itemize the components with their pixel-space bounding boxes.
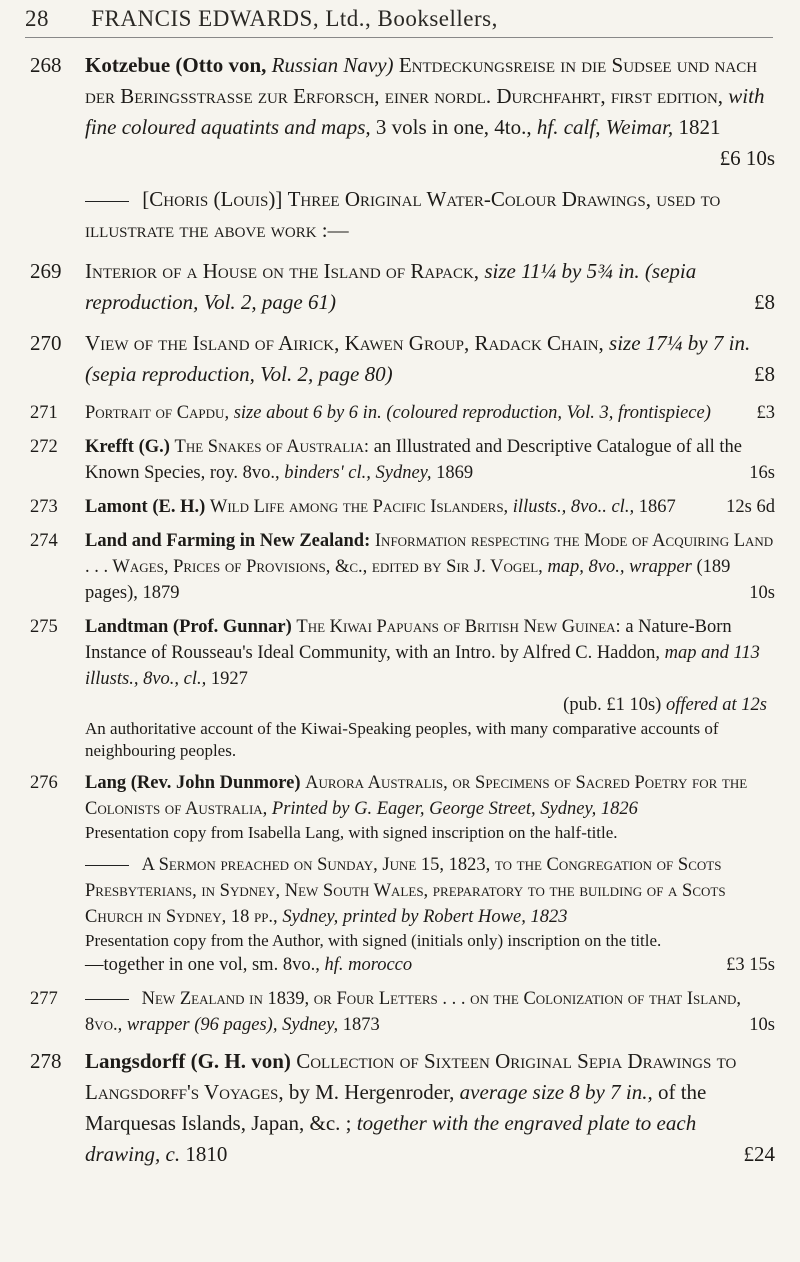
entry-number: 274: [30, 531, 58, 551]
entry-illus: map and 113 illusts., 8vo., cl.,: [85, 643, 760, 689]
entry-number: 269: [30, 259, 62, 283]
entry-price: 12s 6d: [726, 497, 775, 517]
entry-price: £24: [743, 1142, 775, 1166]
entry-author: Lang (Rev. John Dunmore): [85, 773, 301, 793]
entry-number: 273: [30, 497, 58, 517]
entry-binding: hf. morocco: [324, 955, 413, 975]
entry-desc: a Nature-Born Instance of Rousseau's Ideal Community, with an Intro. by Alfred C. Haddon,: [85, 617, 732, 663]
entry-price: £3 15s: [726, 955, 775, 975]
entry-276: [30, 770, 775, 844]
entry-title: Information respecting the Mode of Acquiring Land . . . Wages, Prices of Provisions, &c., edited by Sir J. Vogel,: [85, 531, 774, 577]
entry-price: 10s: [749, 583, 775, 603]
entry-note: Presentation copy from the Author, with signed (initials only) inscription on the title.: [85, 931, 662, 950]
entry-desc: by M. Hergenroder,: [288, 1080, 455, 1104]
entry-details: 3 vols in one, 4to.,: [375, 115, 532, 139]
page-header: [25, 6, 765, 32]
entry-title: Collection of Sixteen Original Sepia Drawings to Langsdorff's Voyages,: [85, 1049, 737, 1104]
entry-author: Landtman (Prof. Gunnar): [85, 617, 292, 637]
entry-author: [Choris (Louis)]: [142, 187, 283, 211]
entry-title: Interior of a House on the Island of Rapack,: [85, 259, 480, 283]
entry-price: £8: [754, 290, 775, 314]
entry-title: Wild Life among the Pacific Islanders,: [209, 497, 509, 517]
entry-desc: illusts., 8vo.. cl.,: [512, 497, 635, 517]
entry-271: [30, 400, 775, 426]
entry-desc: map, 8vo., wrapper: [547, 557, 692, 577]
entry-date: 1927: [210, 669, 248, 689]
entry-note: An authoritative account of the Kiwai-Speaking peoples, with many comparative accounts of neighbouring peoples.: [85, 719, 719, 760]
entry-repro: (coloured reproduction, Vol. 3, frontispiece): [386, 403, 711, 423]
entry-price: £8: [754, 362, 775, 386]
entry-277: [30, 986, 775, 1038]
entry-date: 1879: [142, 583, 180, 603]
entry-desc: with fine coloured aquatints and maps,: [85, 84, 765, 139]
entry-author: Lamont (E. H.): [85, 497, 206, 517]
entry-size: size 11¼ by 5¾ in.: [484, 259, 640, 283]
entry-imprint: Sydney, printed by Robert Howe, 1823: [282, 907, 568, 927]
entry-title: Aurora Australis, or Specimens of Sacred Poetry for the Colonists of Australia,: [85, 773, 748, 819]
entry-274: [30, 528, 775, 606]
entry-size: size 17¼ by 7 in.: [609, 331, 751, 355]
entry-268: [30, 50, 775, 174]
entry-title: Entdeckungsreise in die Sudsee und nach der Beringsstrasse zur Erforsch, einer nordl. Durchfahrt, first edition,: [85, 53, 758, 108]
entry-size: average size 8 by 7 in.,: [459, 1080, 653, 1104]
entry-desc: wrapper (96 pages), Sydney,: [126, 1015, 339, 1035]
entry-binding: binders' cl., Sydney,: [284, 463, 432, 483]
entry-number: 277: [30, 989, 58, 1009]
entry-date: 1821: [678, 115, 721, 139]
entry-repro: (sepia reproduction, Vol. 2, page 80): [85, 362, 393, 386]
entry-276-sub: [30, 852, 775, 978]
entry-number: 271: [30, 403, 58, 423]
entry-date: 1810: [185, 1142, 228, 1166]
offered-price: offered at 12s: [665, 695, 767, 715]
entry-number: 268: [30, 53, 62, 77]
entry-together: together with the engraved plate to each drawing, c.: [85, 1111, 697, 1166]
entry-note: Presentation copy from Isabella Lang, with signed inscription on the half-title.: [85, 823, 618, 842]
entry-269: [30, 256, 775, 318]
entry-price: £3: [756, 403, 775, 423]
entry-imprint: Printed by G. Eager, George Street, Sydney, 1826: [271, 799, 638, 819]
entry-pub-line: [85, 692, 775, 718]
running-title: FRANCIS EDWARDS, Ltd., Booksellers,: [91, 6, 498, 31]
entry-author: Kotzebue (Otto von,: [85, 53, 267, 77]
header-rule: [25, 37, 773, 38]
entry-number: 276: [30, 773, 58, 793]
entry-title: A Sermon preached on Sunday, June 15, 1823, to the Congregation of Scots Presbyterians, in Sydney, New South Wales, preparatory to the building of a Scots Church in Sydney, 18 pp.,: [85, 855, 726, 927]
entry-author: Langsdorff (G. H. von): [85, 1049, 291, 1073]
pub-price: (pub. £1 10s): [563, 695, 662, 715]
catalogue-entries: [30, 50, 775, 1180]
entry-title: The Kiwai Papuans of British New Guinea:: [296, 617, 621, 637]
entry-273: [30, 494, 775, 520]
entry-number: 275: [30, 617, 58, 637]
entry-278: [30, 1046, 775, 1170]
entry-price: £6 10s: [719, 146, 775, 170]
entry-details: (189 pages),: [85, 557, 731, 603]
entry-repro: (sepia reproduction, Vol. 2, page 61): [85, 259, 697, 314]
entry-together: —together in one vol, sm. 8vo.,: [85, 955, 320, 975]
entry-title: Three Original Water-Colour Drawings, used to illustrate the above work :—: [85, 187, 721, 242]
entry-desc: an Illustrated and Descriptive Catalogue of all the Known Species, roy. 8vo.,: [85, 437, 743, 483]
entry-desc2: of the Marquesas Islands, Japan, &c. ;: [85, 1080, 707, 1135]
entry-date: 1869: [436, 463, 474, 483]
entry-author: Land and Farming in New Zealand:: [85, 531, 371, 551]
entry-272: [30, 434, 775, 486]
entry-number: 270: [30, 331, 62, 355]
entry-price: 10s: [749, 1015, 775, 1035]
entry-date: 1867: [638, 497, 676, 517]
entry-author: Krefft (G.): [85, 437, 170, 457]
entry-title: View of the Island of Airick, Kawen Group, Radack Chain,: [85, 331, 604, 355]
entry-270: [30, 328, 775, 390]
ditto-dash: [85, 201, 129, 202]
page-number: 28: [25, 6, 49, 31]
entry-size: size about 6 by 6 in.: [233, 403, 382, 423]
entry-275: [30, 614, 775, 762]
author-note: Russian Navy): [271, 53, 394, 77]
entry-title: The Snakes of Australia:: [174, 437, 370, 457]
entry-268-sub: [30, 184, 775, 246]
entry-date: 1873: [342, 1015, 380, 1035]
ditto-dash: [85, 865, 129, 866]
entry-title: Portrait of Capdu,: [85, 403, 230, 423]
entry-number: 272: [30, 437, 58, 457]
entry-title: New Zealand in 1839, or Four Letters . . . on the Colonization of that Island, 8vo.,: [85, 989, 741, 1035]
entry-price: 16s: [749, 463, 775, 483]
entry-number: 278: [30, 1049, 62, 1073]
entry-binding: hf. calf, Weimar,: [536, 115, 674, 139]
ditto-dash: [85, 999, 129, 1000]
